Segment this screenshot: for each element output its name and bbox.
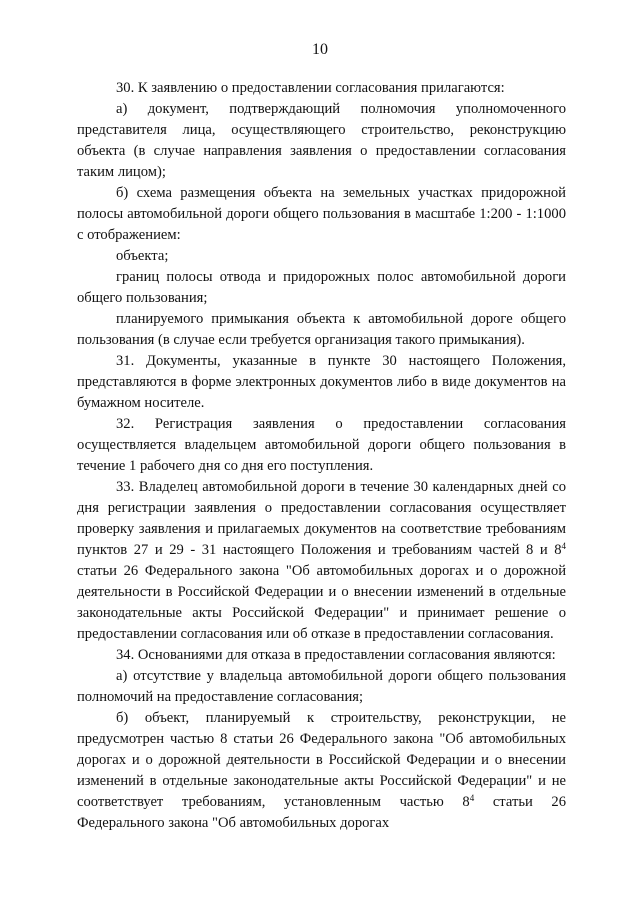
paragraph-34-b	[77, 708, 566, 834]
paragraph-33-superscript: 4	[561, 541, 566, 551]
paragraph-30-a: а) документ, подтверждающий полномочия уполномоченного представителя лица, осуществляющего строительство, реконструкцию объекта (в случае направления заявления о предоставлении согласования таким лицом);	[77, 101, 566, 180]
paragraph-34: 34. Основаниями для отказа в предоставлении согласования являются:	[116, 647, 556, 663]
paragraph-33-text-end: статьи 26 Федерального закона "Об автомобильных дорогах и о дорожной деятельности в Российской Федерации и о внесении изменений в отдельные законодательные акты Российской Федерации" и принимает решение о предоставлении согласования или об отказе в предоставлении согласования.	[77, 563, 566, 642]
paragraph-31: 31. Документы, указанные в пункте 30 настоящего Положения, представляются в форме электронных документов либо в виде документов на бумажном носителе.	[77, 353, 566, 411]
paragraph-34-b-text-end: статьи 26 Федерального закона "Об автомобильных дорогах	[77, 794, 566, 831]
paragraph-30-b: б) схема размещения объекта на земельных участках придорожной полосы автомобильной дороги общего пользования в масштабе 1:200 - 1:1000 с отображением:	[77, 185, 566, 243]
paragraph-34-b-superscript: 4	[469, 793, 475, 803]
paragraph-32: 32. Регистрация заявления о предоставлении согласования осуществляется владельцем автомобильной дороги общего пользования в течение 1 рабочего дня со дня его поступления.	[77, 416, 566, 474]
paragraph-34-a: а) отсутствие у владельца автомобильной дороги общего пользования полномочий на предоставление согласования;	[77, 668, 566, 705]
paragraph-33-text-start: 33. Владелец автомобильной дороги в течение 30 календарных дней со дня регистрации заявления о предоставлении согласования осуществляет проверку заявления и прилагаемых документов на соответствие требованиям пунктов 27 и 29 - 31 настоящего Положения и требованиям частей 8 и 8	[77, 479, 566, 558]
paragraph-34-b-text-start: б) объект, планируемый к строительству, реконструкции, не предусмотрен частью 8 статьи 26 Федерального закона "Об автомобильных дорогах и о дорожной деятельности в Российской Федерации и о внесении изменений в отдельные законодательные акты Российской Федерации" и не соответствует требованиям, установленным частью 8	[77, 710, 566, 810]
paragraph-33	[77, 477, 566, 645]
paragraph-30-b-object: объекта;	[116, 248, 169, 264]
paragraph-30-b-junction: планируемого примыкания объекта к автомобильной дороге общего пользования (в случае если требуется организация такого примыкания).	[77, 311, 566, 348]
paragraph-30-b-boundaries: границ полосы отвода и придорожных полос автомобильной дороги общего пользования;	[77, 269, 566, 306]
page-number: 10	[312, 41, 328, 58]
paragraph-30: 30. К заявлению о предоставлении согласования прилагаются:	[116, 80, 505, 96]
document-body	[77, 78, 566, 834]
